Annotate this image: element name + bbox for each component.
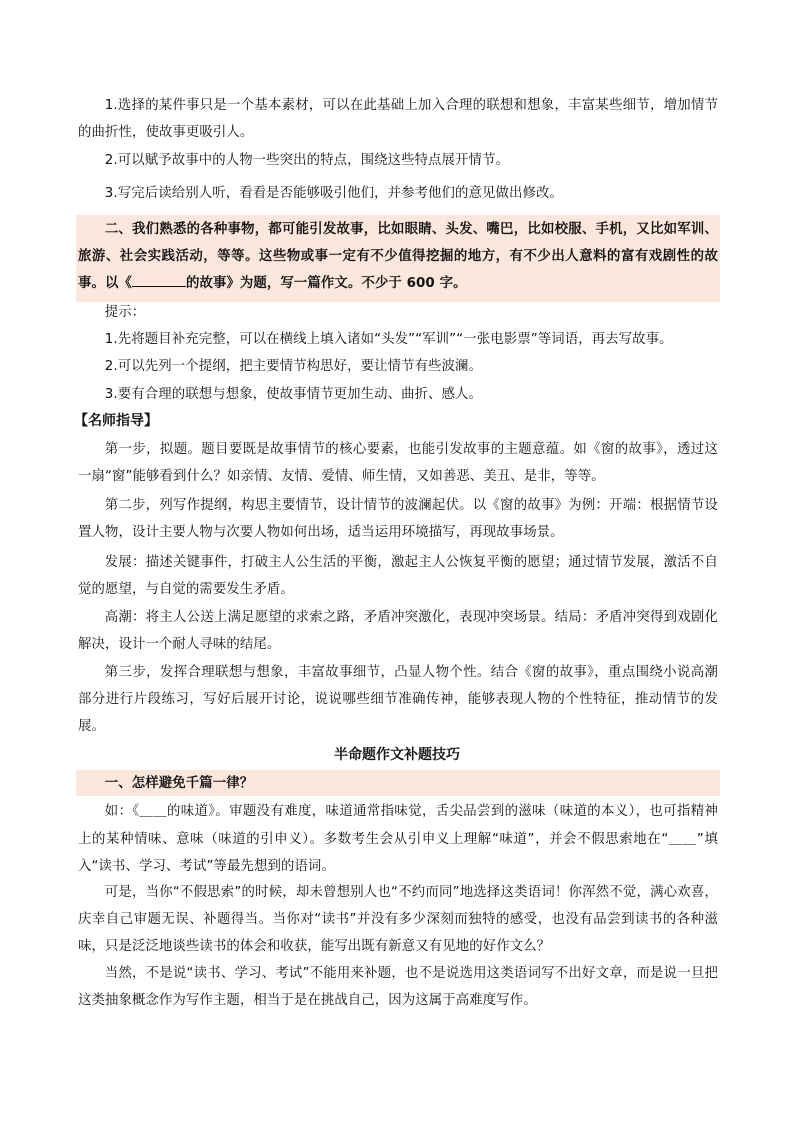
- title-blank: [132, 272, 186, 287]
- guide-climax: 高潮：将主人公送上满足愿望的求索之路，矛盾冲突激化，表现冲突场景。结局：矛盾冲突得到戏剧化解决，设计一个耐人寻味的结尾。: [78, 610, 718, 652]
- guide-heading: 【名师指导】: [74, 413, 158, 429]
- hint-label: 提示：: [104, 305, 146, 320]
- prompt-two-part2: 的故事》为题，写一篇作文。不少于 600 字。: [185, 276, 467, 291]
- body-para-3: 当然，不是说“读书、学习、考试”不能用来补题，也不是说选用这类语词写不出好文章，而是说一旦把这类抽象概念作为写作主题，相当于是在挑战自己，因为这属于高难度写作。: [78, 966, 718, 1008]
- tip-2: 2.可以赋予故事中的人物一些突出的特点，围绕这些特点展开情节。: [104, 153, 509, 168]
- guide-development: 发展：描述关键事件，打破主人公生活的平衡，激起主人公恢复平衡的愿望；通过情节发展，激活不自觉的愿望，与自觉的需要发生矛盾。: [78, 555, 718, 597]
- section-title: 半命题作文补题技巧: [334, 747, 460, 763]
- prompt-two: [78, 216, 718, 297]
- tip-1: 1.选择的某件事只是一个基本素材，可以在此基础上加入合理的联想和想象，丰富某些细节，增加情节的曲折性，使故事更吸引人。: [78, 98, 718, 140]
- guide-step-3: 第三步，发挥合理联想与想象，丰富故事细节，凸显人物个性。结合《窗的故事》，重点围绕小说高潮部分进行片段练习，写好后展开讨论，说说哪些细节准确传神，能够表现人物的个性特征，推动情节的发展。: [78, 665, 718, 734]
- guide-step-1: 第一步，拟题。题目要既是故事情节的核心要素，也能引发故事的主题意蕴。如《窗的故事》，透过这一扇“窗”能够看到什么？如亲情、友情、爱情、师生情，又如善恶、美丑、是非，等等。: [78, 442, 718, 484]
- body-para-1: 如：《＿＿的味道》。审题没有难度，味道通常指味觉，舌尖品尝到的滋味（味道的本义），也可指精神上的某种情味、意味（味道的引申义）。多数考生会从引申义上理解“味道”，并会不假思索地在“＿＿”填入“读书、学习、考试”等最先想到的语词。: [78, 804, 718, 874]
- hint-1: 1.先将题目补充完整，可以在横线上填入诸如“头发”“军训”“一张电影票”等词语，再去写故事。: [104, 332, 673, 347]
- prompt-two-part1: 二、我们熟悉的各种事物，都可能引发故事，比如眼睛、头发、嘴巴，比如校服、手机，又比如军训、旅游、社会实践活动，等等。这些物或事一定有不少值得挖掘的地方，有不少出人意料的富有戏剧性的故事。以《: [78, 222, 718, 291]
- question-one: 一、怎样避免千篇一律？: [104, 776, 254, 791]
- tip-3: 3.写完后读给别人听，看看是否能够吸引他们，并参考他们的意见做出修改。: [104, 186, 563, 201]
- guide-step-2: 第二步，列写作提纲，构思主要情节，设计情节的波澜起伏。以《窗的故事》为例：开端：根据情节设置人物，设计主要人物与次要人物如何出场，适当运用环境描写，再现故事场景。: [78, 498, 718, 540]
- hint-2: 2.可以先列一个提纲，把主要情节构思好，要让情节有些波澜。: [104, 359, 483, 374]
- hint-3: 3.要有合理的联想与想象，使故事情节更加生动、曲折、感人。: [104, 387, 483, 402]
- body-para-2: 可是，当你“不假思索”的时候，却未曾想别人也“不约而同”地选择这类语词！你浑然不觉，满心欢喜，庆幸自己审题无误、补题得当。当你对“读书”并没有多少深刻而独特的感受，也没有品尝到读书的各种滋味，只是泛泛地谈些读书的体会和收获，能写出既有新意又有见地的好作文么？: [78, 885, 718, 954]
